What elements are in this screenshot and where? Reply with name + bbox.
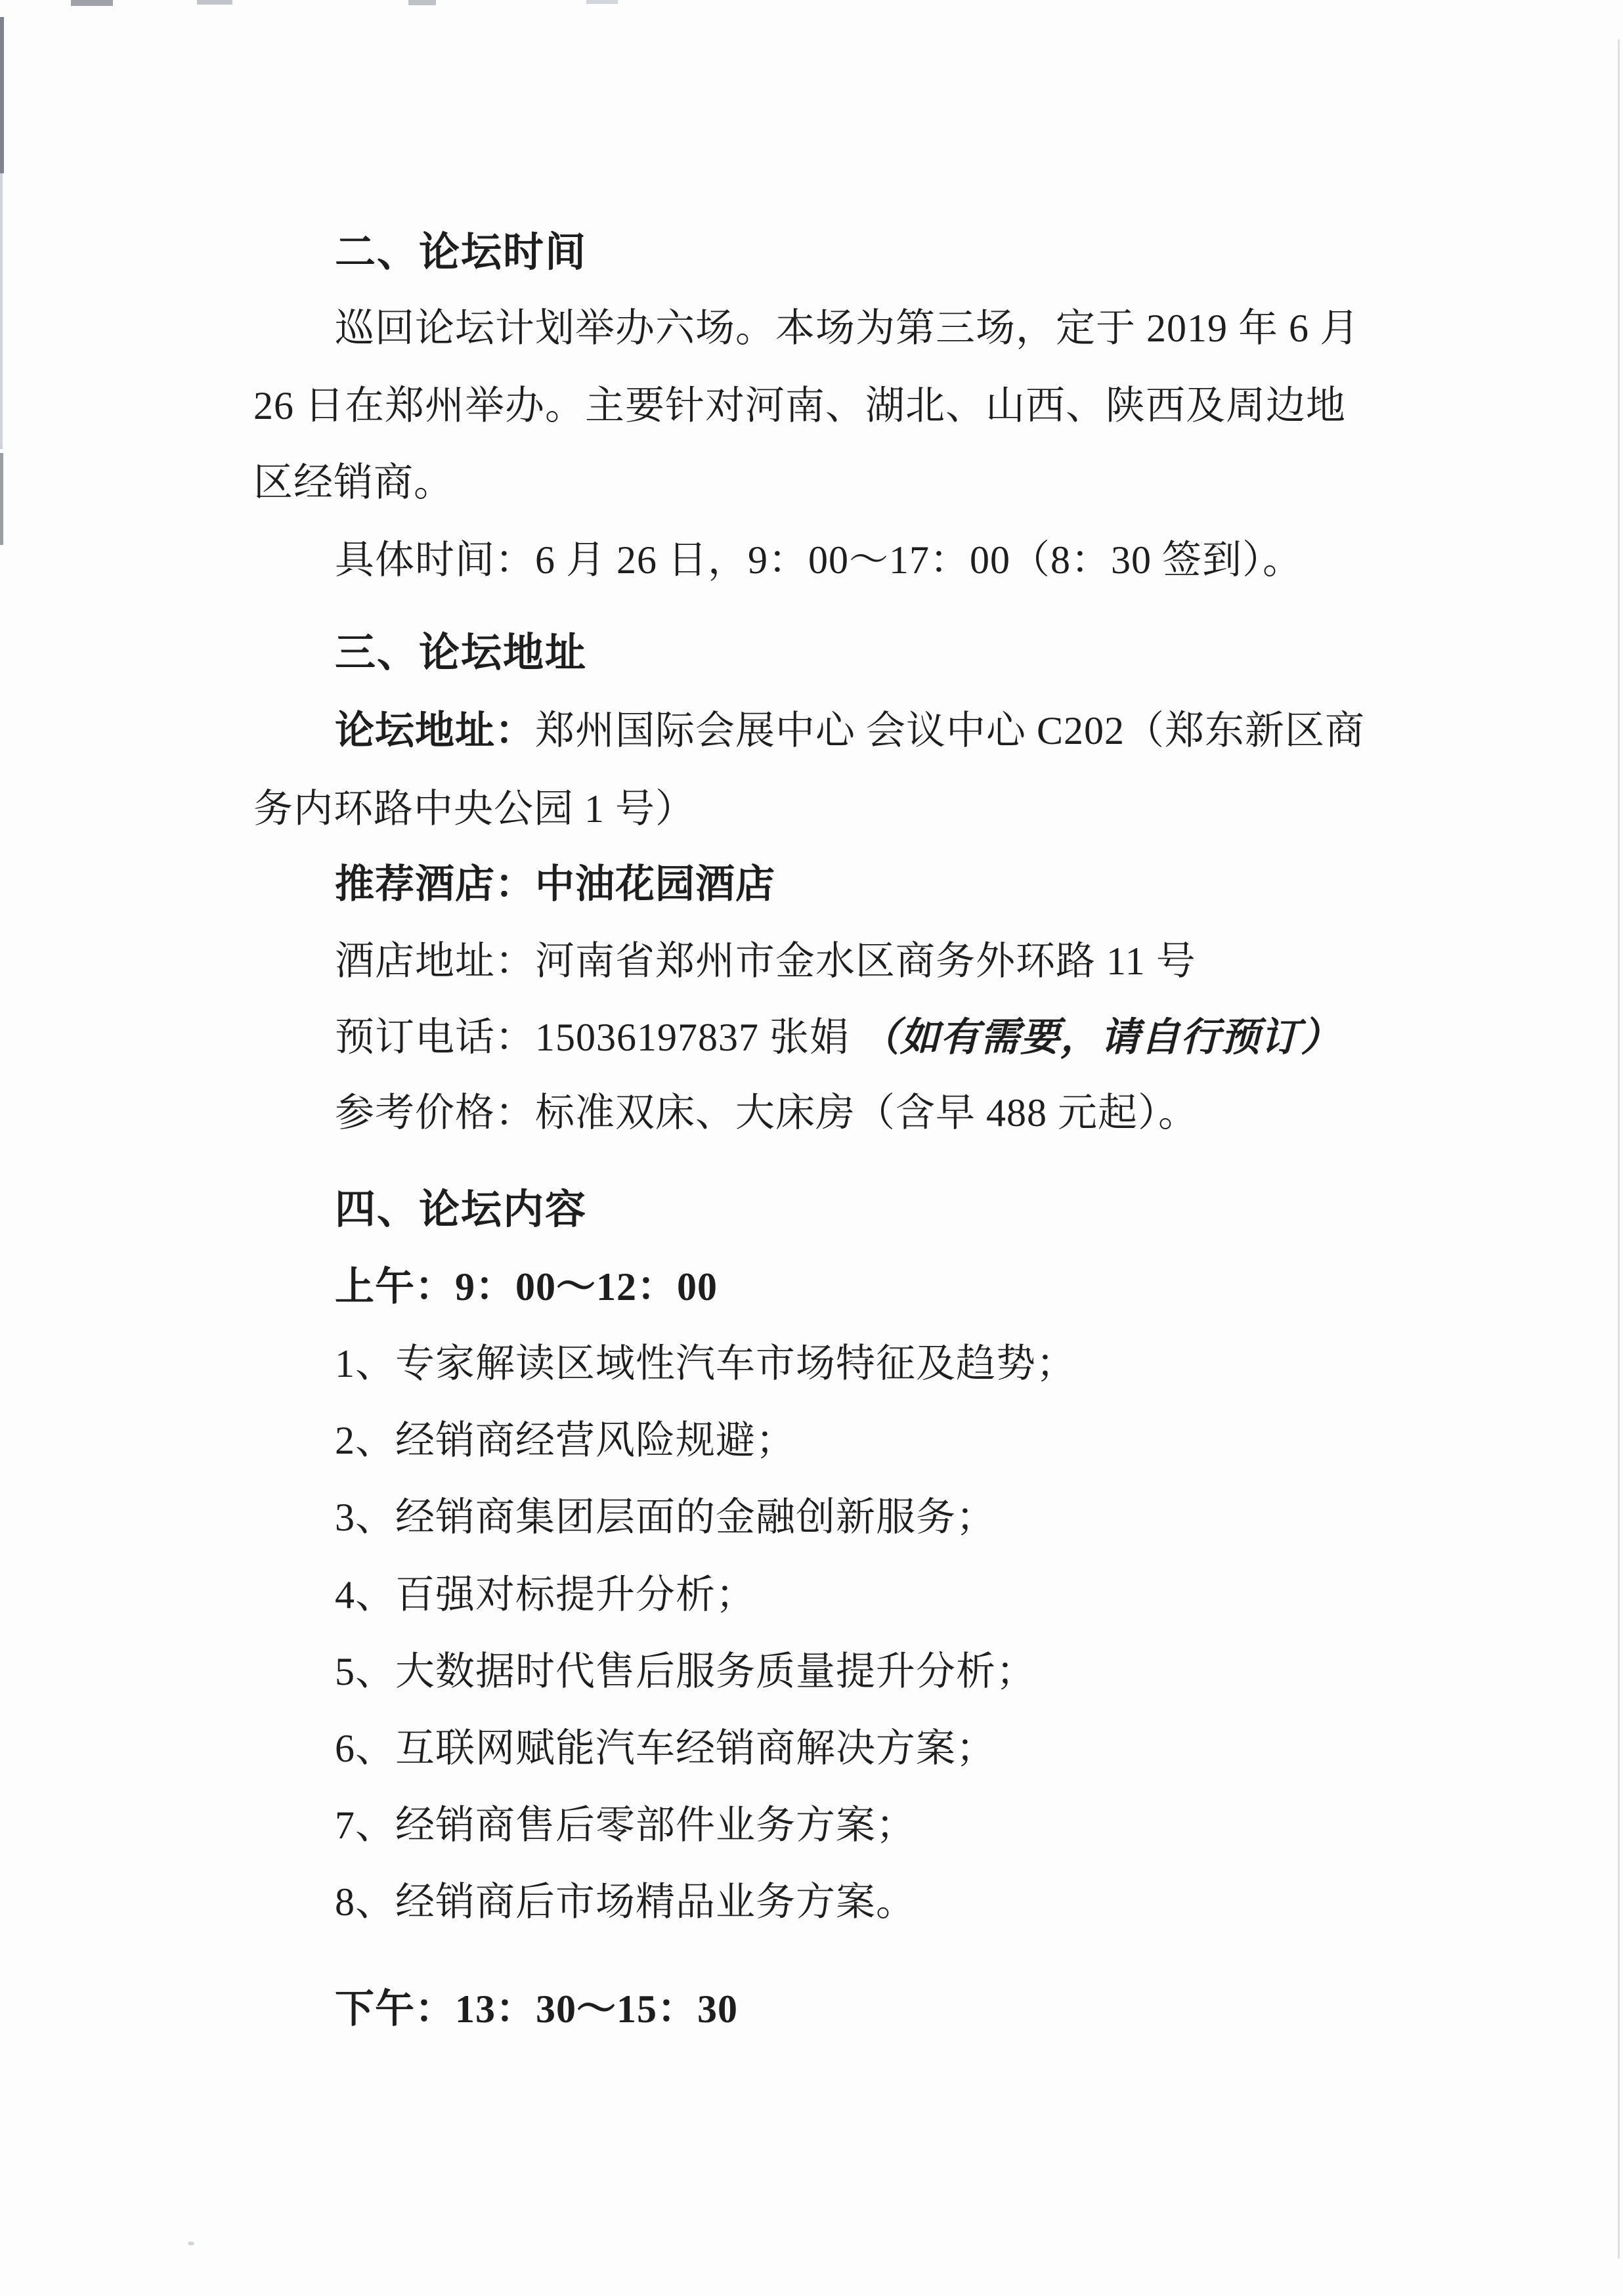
scan-edge-right <box>1618 39 1620 2259</box>
list-item-morning-1: 1、专家解读区域性汽车市场特征及趋势； <box>335 1342 1076 1385</box>
list-item-morning-5: 5、大数据时代售后服务质量提升分析； <box>335 1650 1036 1693</box>
scan-edge-left-2 <box>0 173 3 449</box>
scan-smudge-top-2 <box>197 0 232 5</box>
booking-phone-value: 预订电话：15036197837 张娟 <box>335 1016 860 1059</box>
scan-smudge-top-4 <box>586 0 618 4</box>
para-hotel-address: 酒店地址：河南省郑州市金水区商务外环路 11 号 <box>335 940 1196 983</box>
booking-phone-note: （如有需要，请自行预订） <box>860 1016 1341 1059</box>
list-item-morning-7: 7、经销商售后零部件业务方案； <box>335 1804 916 1847</box>
section-heading-forum-time: 二、论坛时间 <box>335 230 588 275</box>
para-afternoon-session-title: 下午：13：30～15：30 <box>335 1987 738 2031</box>
section-heading-forum-content: 四、论坛内容 <box>335 1188 588 1232</box>
list-item-morning-3: 3、经销商集团层面的金融创新服务； <box>335 1496 996 1539</box>
list-item-morning-6: 6、互联网赋能汽车经销商解决方案； <box>335 1727 996 1770</box>
scan-smudge-top-1 <box>71 0 113 6</box>
list-item-morning-4: 4、百强对标提升分析； <box>335 1573 756 1616</box>
forum-address-value: 郑州国际会展中心 会议中心 C202（郑东新区商 <box>535 709 1366 752</box>
para-morning-session-title: 上午：9：00～12：00 <box>335 1265 718 1309</box>
para-forum-address-line-2: 务内环路中央公园 1 号） <box>253 787 695 831</box>
scan-edge-left-3 <box>0 453 3 545</box>
para-tour-schedule-line-3: 区经销商。 <box>253 461 454 504</box>
list-item-morning-2: 2、经销商经营风险规避； <box>335 1419 796 1462</box>
para-reference-price: 参考价格：标准双床、大床房（含早 488 元起）。 <box>335 1091 1198 1135</box>
para-forum-address-line-1 <box>335 704 1365 757</box>
forum-address-label: 论坛地址： <box>335 709 535 752</box>
scan-edge-left-1 <box>0 17 4 173</box>
para-booking-phone <box>335 1011 1341 1064</box>
scan-speck <box>188 2242 194 2245</box>
para-tour-schedule-line-1: 巡回论坛计划举办六场。本场为第三场，定于 2019 年 6 月 <box>335 307 1360 350</box>
scan-smudge-top-3 <box>408 0 436 5</box>
section-heading-forum-address: 三、论坛地址 <box>335 631 588 676</box>
para-specific-time: 具体时间：6 月 26 日，9：00～17：00（8：30 签到）。 <box>335 538 1303 582</box>
para-recommended-hotel: 推荐酒店：中油花园酒店 <box>335 863 775 906</box>
para-tour-schedule-line-2: 26 日在郑州举办。主要针对河南、湖北、山西、陕西及周边地 <box>253 384 1346 427</box>
list-item-morning-8: 8、经销商后市场精品业务方案。 <box>335 1880 916 1924</box>
